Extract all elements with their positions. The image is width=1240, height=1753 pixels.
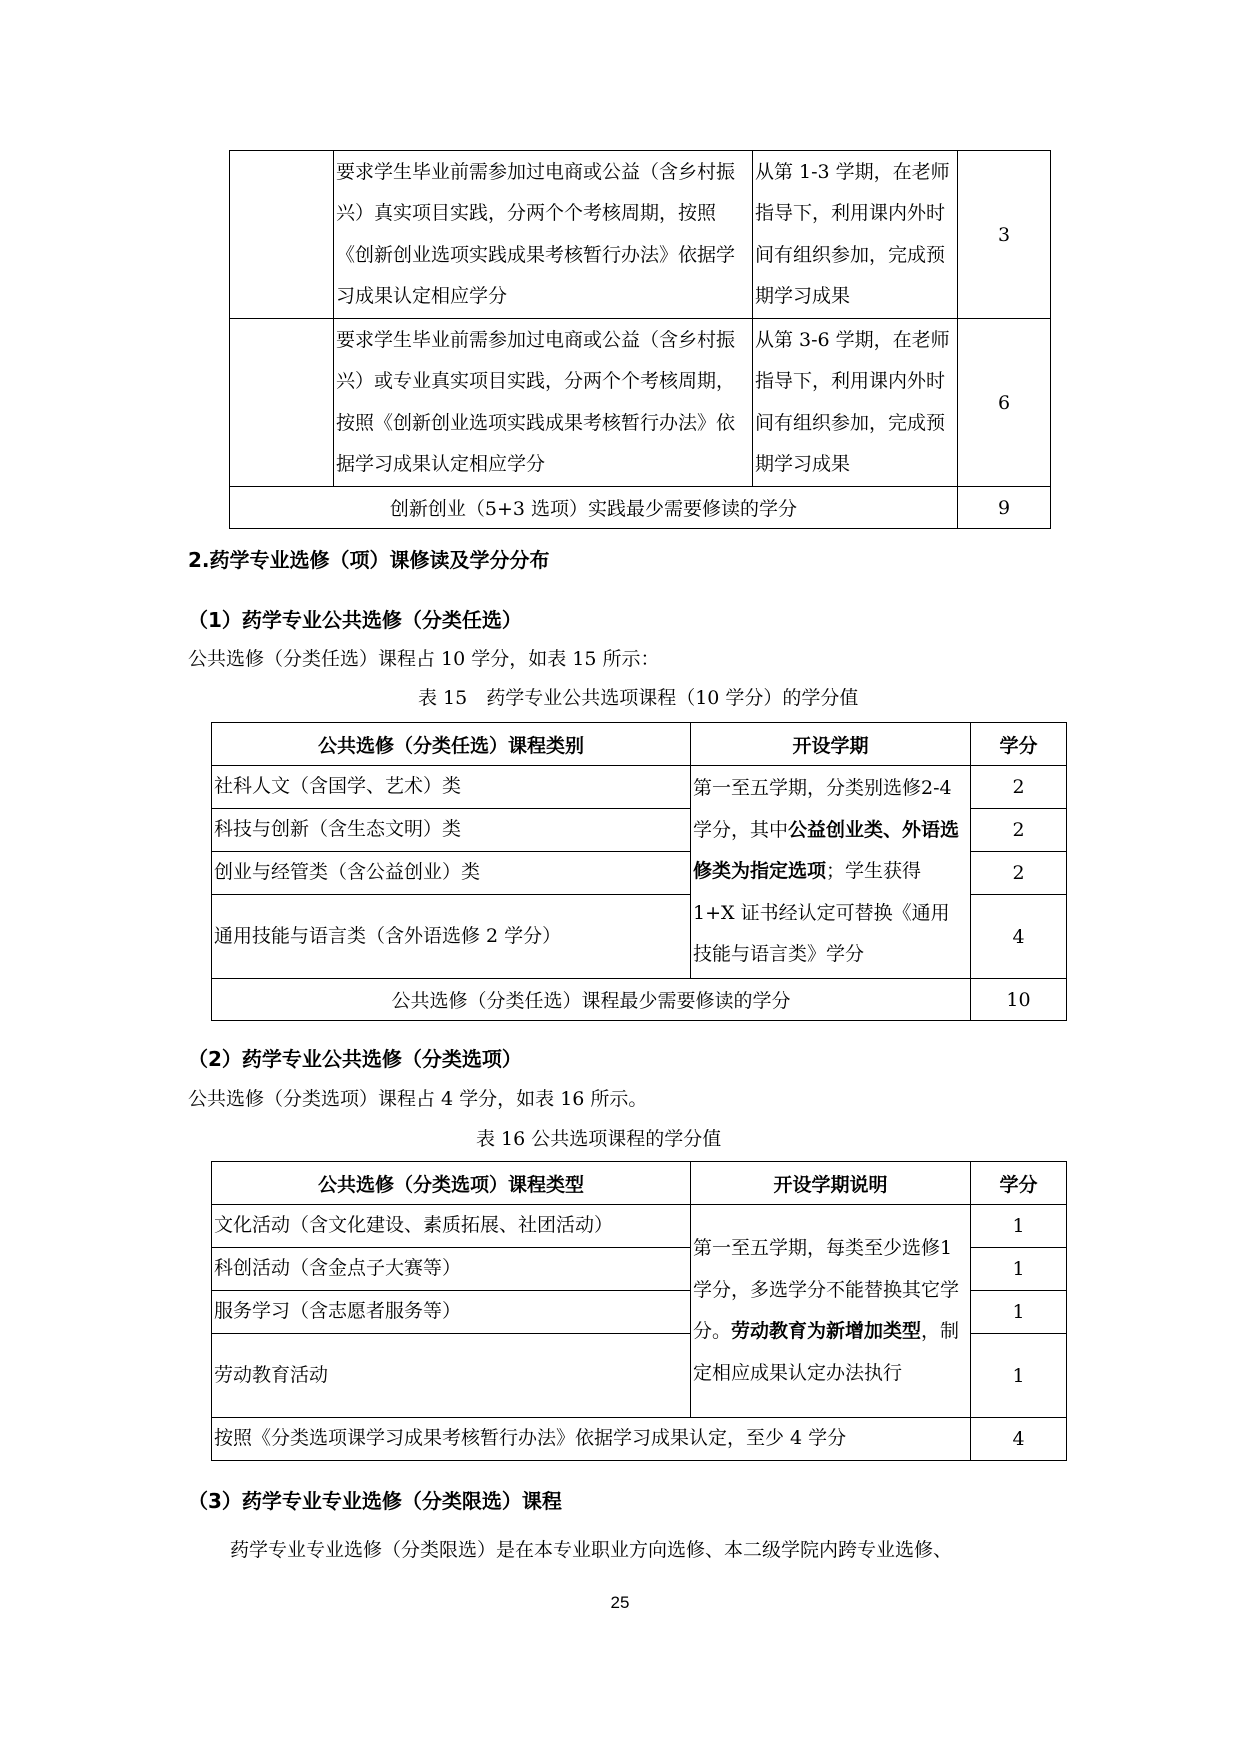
table-row	[212, 766, 1067, 809]
table-total-row	[212, 979, 1067, 1021]
table-cell-empty	[230, 319, 334, 487]
total-value: 9	[958, 487, 1051, 529]
table-row	[230, 151, 1051, 319]
semester-note-text-2: ；学生获得 1+X 证书经认定可替换《通用技能与语言类》学分	[693, 860, 950, 966]
credits-cell: 1	[971, 1248, 1067, 1291]
credits-cell: 2	[971, 852, 1067, 895]
total-value: 4	[971, 1418, 1067, 1461]
table-total-row	[230, 487, 1051, 529]
table-cell-empty	[230, 151, 334, 319]
category-cell: 社科人文（含国学、艺术）类	[212, 766, 691, 809]
subsection-heading: （3）药学专业专业选修（分类限选）课程	[188, 1489, 562, 1513]
category-cell: 创业与经管类（含公益创业）类	[212, 852, 691, 895]
semester-note-bold: 公益创业类、外语选修类为指定选项	[693, 818, 960, 883]
column-header-credits: 学分	[971, 1162, 1067, 1205]
credits-cell: 1	[971, 1205, 1067, 1248]
schedule-cell: 从第 1-3 学期，在老师指导下，利用课内外时间有组织参加，完成预期学习成果	[753, 151, 958, 319]
table-caption: 表 16 公共选项课程的学分值	[476, 1128, 722, 1150]
paragraph: 公共选修（分类选项）课程占 4 学分，如表 16 所示。	[188, 1088, 648, 1110]
category-cell: 劳动教育活动	[212, 1334, 691, 1418]
credits-cell: 1	[971, 1291, 1067, 1334]
innovation-practice-table	[229, 150, 1051, 529]
table-row	[212, 1205, 1067, 1248]
category-cell: 服务学习（含志愿者服务等）	[212, 1291, 691, 1334]
category-cell: 科创活动（含金点子大赛等）	[212, 1248, 691, 1291]
table-15	[211, 722, 1067, 1021]
table-total-row	[212, 1418, 1067, 1461]
subsection-heading: （1）药学专业公共选修（分类任选）	[188, 608, 522, 632]
category-cell: 通用技能与语言类（含外语选修 2 学分）	[212, 895, 691, 979]
table-header-row	[212, 1162, 1067, 1205]
credits-cell: 2	[971, 766, 1067, 809]
semester-note-text: 第一至五学期，每类至少选修1 学分，多选学分不能替换其它学分。	[693, 1237, 960, 1342]
credits-cell: 1	[971, 1334, 1067, 1418]
page-number: 25	[610, 1593, 630, 1612]
total-label: 创新创业（5+3 选项）实践最少需要修读的学分	[230, 487, 958, 529]
paragraph: 药学专业专业选修（分类限选）是在本专业职业方向选修、本二级学院内跨专业选修、	[230, 1539, 953, 1561]
column-header-semester: 开设学期	[691, 723, 971, 766]
semester-note-bold: 劳动教育为新增加类型	[731, 1320, 922, 1342]
column-header-credits: 学分	[971, 723, 1067, 766]
credits-cell: 6	[958, 319, 1051, 487]
subsection-heading: （2）药学专业公共选修（分类选项）	[188, 1047, 522, 1071]
table-caption: 表 15 药学专业公共选项课程（10 学分）的学分值	[418, 687, 859, 709]
schedule-cell: 从第 3-6 学期，在老师指导下，利用课内外时间有组织参加，完成预期学习成果	[753, 319, 958, 487]
total-label: 公共选修（分类任选）课程最少需要修读的学分	[212, 979, 971, 1021]
paragraph: 公共选修（分类任选）课程占 10 学分，如表 15 所示：	[188, 648, 660, 670]
category-cell: 文化活动（含文化建设、素质拓展、社团活动）	[212, 1205, 691, 1248]
credits-cell: 3	[958, 151, 1051, 319]
column-header-category: 公共选修（分类选项）课程类型	[212, 1162, 691, 1205]
table-row	[230, 319, 1051, 487]
semester-note-text-2: ，制定相应成果认定办法执行	[693, 1320, 960, 1384]
credits-cell: 4	[971, 895, 1067, 979]
column-header-category: 公共选修（分类任选）课程类别	[212, 723, 691, 766]
table-16	[211, 1161, 1067, 1461]
category-cell: 科技与创新（含生态文明）类	[212, 809, 691, 852]
semester-note-cell	[691, 766, 971, 979]
column-header-semester: 开设学期说明	[691, 1162, 971, 1205]
table-header-row	[212, 723, 1067, 766]
total-label: 按照《分类选项课学习成果考核暂行办法》依据学习成果认定，至少 4 学分	[212, 1418, 971, 1461]
total-value: 10	[971, 979, 1067, 1021]
section-heading: 2.药学专业选修（项）课修读及学分分布	[188, 548, 550, 572]
semester-note-cell	[691, 1205, 971, 1418]
credits-cell: 2	[971, 809, 1067, 852]
requirement-cell: 要求学生毕业前需参加过电商或公益（含乡村振兴）真实项目实践，分两个个考核周期，按照《创新创业选项实践成果考核暂行办法》依据学习成果认定相应学分	[334, 151, 753, 319]
requirement-cell: 要求学生毕业前需参加过电商或公益（含乡村振兴）或专业真实项目实践，分两个个考核周期，按照《创新创业选项实践成果考核暂行办法》依据学习成果认定相应学分	[334, 319, 753, 487]
semester-note-text: 第一至五学期，分类别选修2-4 学分，其中	[693, 777, 952, 841]
